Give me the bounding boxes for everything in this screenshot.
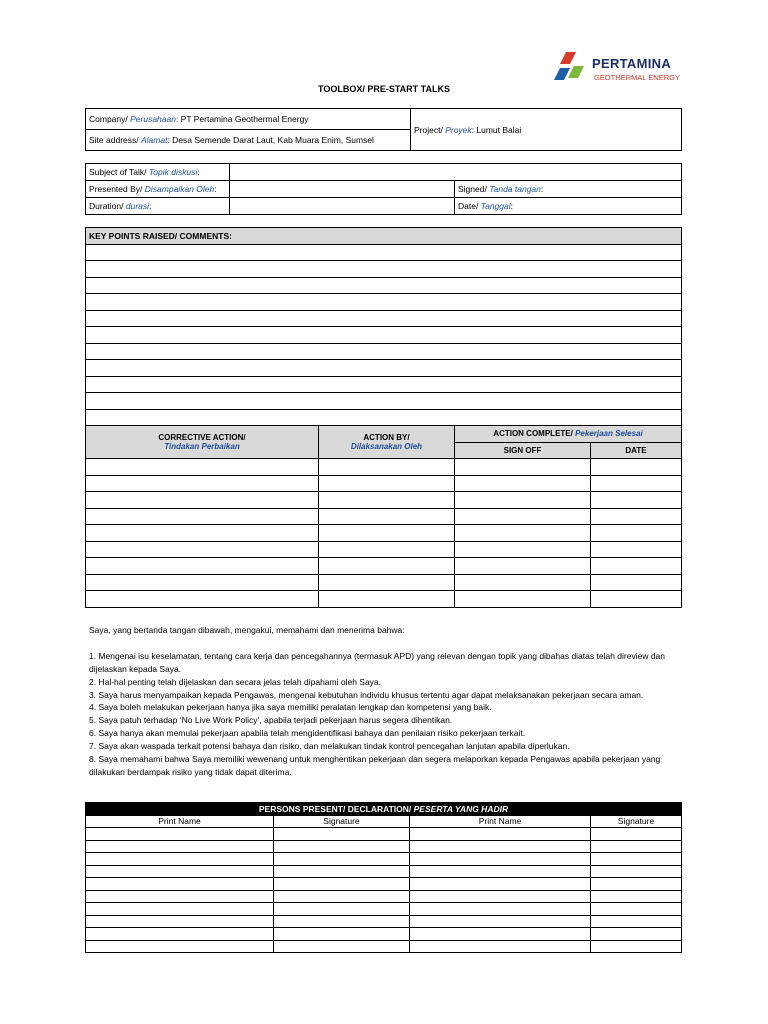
signature-header: Signature bbox=[274, 815, 410, 828]
person-row bbox=[86, 853, 682, 866]
duration-label: Duration/ durasi: bbox=[86, 198, 230, 215]
date-header: DATE bbox=[591, 442, 682, 459]
key-point-row[interactable] bbox=[86, 409, 682, 426]
sign-off-header: SIGN OFF bbox=[455, 442, 591, 459]
print-name-header: Print Name bbox=[86, 815, 274, 828]
action-row bbox=[86, 459, 682, 476]
key-point-row[interactable] bbox=[86, 277, 682, 294]
person-row bbox=[86, 865, 682, 878]
key-point-row[interactable] bbox=[86, 393, 682, 410]
declaration-item: 8. Saya memahami bahwa Saya memiliki wewenang untuk menghentikan pekerjaan dan segera melaporkan kepada Pengawas apabila pekerjaan yang dilakukan berdampak risiko yang tidak dapat diterima. bbox=[89, 754, 661, 777]
key-point-row[interactable] bbox=[86, 310, 682, 327]
person-row bbox=[86, 928, 682, 941]
declaration-item: 1. Mengenai isu keselamatan, tentang cara kerja dan pencegahannya (termasuk APD) yang relevan dengan topik yang dibahas diatas telah direview dan dijelaskan kepada Saya. bbox=[89, 650, 666, 674]
talk-info-table bbox=[85, 163, 682, 215]
logo-name: PERTAMINA bbox=[592, 56, 672, 71]
company-info-table bbox=[85, 108, 682, 151]
corrective-action-header: CORRECTIVE ACTION/ Tindakan Perbaikan bbox=[86, 426, 319, 459]
date-label: Date/ Tanggal: bbox=[455, 198, 682, 215]
person-row bbox=[86, 890, 682, 903]
key-points-header: KEY POINTS RAISED/ COMMENTS: bbox=[86, 228, 682, 245]
action-row bbox=[86, 541, 682, 558]
action-row bbox=[86, 492, 682, 509]
declaration-item: 7. Saya akan waspada terkait potensi bahaya dan risiko, dan melakukan tindak kontrol pencegahan lanjutan apabila diperlukan. bbox=[89, 741, 570, 752]
key-point-row[interactable] bbox=[86, 327, 682, 344]
action-row bbox=[86, 558, 682, 575]
print-name-header: Print Name bbox=[410, 815, 591, 828]
key-point-row[interactable] bbox=[86, 360, 682, 377]
declaration bbox=[89, 624, 669, 779]
declaration-item: 2. Hal-hal penting telah dijelaskan dan secara jelas telah dipahami oleh Saya. bbox=[89, 676, 382, 687]
key-point-row[interactable] bbox=[86, 376, 682, 393]
company-cell: Company/ Perusahaan: PT Pertamina Geothermal Energy bbox=[86, 109, 411, 130]
persons-present-table bbox=[85, 802, 682, 953]
action-row bbox=[86, 591, 682, 608]
person-row bbox=[86, 940, 682, 953]
person-row bbox=[86, 915, 682, 928]
person-row bbox=[86, 840, 682, 853]
declaration-item: 5. Saya patuh terhadap ‘No Live Work Policy’, apabila terjadi pekerjaan harus segera dihentikan. bbox=[89, 715, 453, 726]
pertamina-logo-icon bbox=[552, 50, 592, 86]
action-row bbox=[86, 525, 682, 542]
person-row bbox=[86, 828, 682, 841]
key-point-row[interactable] bbox=[86, 261, 682, 278]
action-row bbox=[86, 475, 682, 492]
action-row bbox=[86, 574, 682, 591]
declaration-item: 4. Saya boleh melakukan pekerjaan hanya jika saya memiliki peralatan lengkap dan kompetensi yang baik. bbox=[89, 702, 492, 713]
declaration-intro: Saya, yang bertanda tangan dibawah, mengakui, memahami dan menerima bahwa: bbox=[89, 625, 405, 635]
project-cell: Project/ Proyek: Lumut Balai bbox=[411, 109, 682, 151]
site-address-cell: Site address/ Alamat: Desa Semende Darat Laut, Kab Muara Enim, Sumsel bbox=[86, 130, 411, 151]
key-point-row[interactable] bbox=[86, 294, 682, 311]
subject-field[interactable] bbox=[230, 164, 682, 181]
key-point-row[interactable] bbox=[86, 244, 682, 261]
action-row bbox=[86, 508, 682, 525]
key-points-table bbox=[85, 227, 682, 608]
signed-label: Signed/ Tanda tangan: bbox=[455, 181, 682, 198]
declaration-item: 6. Saya hanya akan memulai pekerjaan apabila telah mengidentifikasi bahaya dan penilaian risiko pekerjaan terkait. bbox=[89, 728, 526, 739]
key-point-row[interactable] bbox=[86, 343, 682, 360]
person-row bbox=[86, 878, 682, 891]
presented-by-label: Presented By/ Disampaikan Oleh: bbox=[86, 181, 230, 198]
presented-by-field[interactable] bbox=[230, 181, 455, 198]
person-row bbox=[86, 903, 682, 916]
logo-subtitle: GEOTHERMAL ENERGY bbox=[594, 73, 680, 82]
form-title: TOOLBOX/ PRE-START TALKS bbox=[318, 84, 450, 94]
declaration-item: 3. Saya harus menyampaikan kepada Pengawas, mengenai kebutuhan individu khusus tertentu agar dapat melaksanakan pekerjaan secara aman. bbox=[89, 689, 644, 700]
persons-present-header: PERSONS PRESENT/ DECLARATION/ PESERTA YANG HADIR bbox=[86, 803, 682, 816]
subject-label: Subject of Talk/ Topik diskusi: bbox=[86, 164, 230, 181]
action-complete-header: ACTION COMPLETE/ Pekerjaan Selesai bbox=[455, 426, 682, 443]
action-by-header: ACTION BY/ Dilaksanakan Oleh bbox=[319, 426, 455, 459]
signature-header: Signature bbox=[591, 815, 682, 828]
duration-field[interactable] bbox=[230, 198, 455, 215]
